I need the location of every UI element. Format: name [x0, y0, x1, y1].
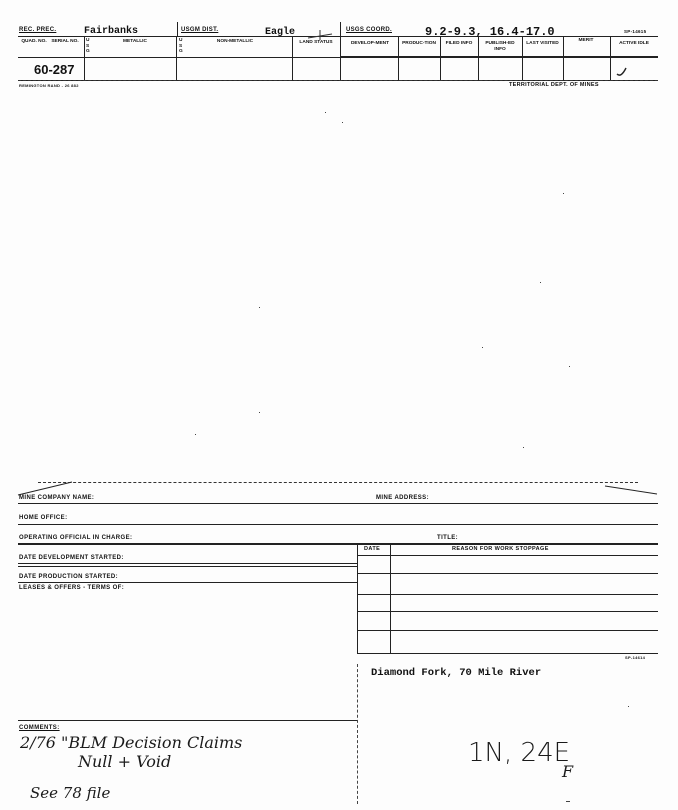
active-idle-label: ACTIVE IDLE: [619, 41, 649, 46]
usgs-dist-value: Eagle: [265, 27, 296, 38]
handwritten-township: 1N, 24E: [468, 738, 571, 768]
reason-col-label: REASON FOR WORK STOPPAGE: [452, 546, 549, 552]
non-metallic-label: NON-METALLIC: [216, 39, 254, 44]
development-label: DEVELOP-MENT: [350, 41, 390, 46]
form-number-bottom: SP-14614: [625, 655, 646, 660]
production-label: PRODUC-TION: [402, 41, 436, 46]
quad-serial-value: 60-287: [34, 62, 75, 77]
handwritten-comment-line-2: Null + Void: [78, 752, 172, 771]
date-development-label: DATE DEVELOPMENT STARTED:: [19, 555, 124, 561]
usgs-coord-label: USGS COORD.: [346, 27, 392, 33]
footer-department: TERRITORIAL DEPT. OF MINES: [509, 82, 599, 88]
land-status-label: LAND STATUS: [299, 40, 333, 45]
mine-company-label: MINE COMPANY NAME:: [19, 495, 95, 501]
handwritten-meridian: F: [562, 762, 574, 781]
rec-prec-value: Fairbanks: [84, 26, 139, 37]
mine-address-label: MINE ADDRESS:: [376, 495, 429, 501]
merit-label: MERIT: [578, 38, 594, 43]
home-office-label: HOME OFFICE:: [19, 515, 68, 521]
location-value: Diamond Fork, 70 Mile River: [371, 667, 542, 679]
quad-no-label: QUAD. NO.: [21, 39, 47, 44]
form-number-top: SP-14615: [624, 29, 647, 34]
comments-label: COMMENTS:: [19, 725, 60, 731]
published-info-label: PUBLISH-ED INFO: [485, 41, 515, 52]
metallic-label: METALLIC: [123, 39, 147, 44]
handwritten-comment-line-1: 2/76 "BLM Decision Claims: [20, 733, 243, 752]
usgs-code-nonmetallic: U S G: [179, 38, 183, 54]
usgs-code-metallic: U S G: [86, 38, 90, 54]
title-label: TITLE:: [437, 535, 459, 541]
date-col-label: DATE: [364, 546, 381, 552]
date-production-label: DATE PRODUCTION STARTED:: [19, 574, 119, 580]
leases-label: LEASES & OFFERS - TERMS OF:: [19, 585, 125, 591]
scribble-mark: [306, 28, 336, 42]
last-visited-label: LAST VISITED: [526, 41, 559, 46]
usgs-coord-value: 9.2-9.3, 16.4-17.0: [425, 25, 555, 39]
handwritten-comment-line-3: See 78 file: [30, 784, 111, 802]
rec-prec-label: REC. PREC.: [19, 27, 57, 33]
check-mark-icon: [615, 66, 629, 78]
corner-stroke-right: [603, 484, 659, 498]
usgs-dist-label: USGM DIST.: [181, 27, 219, 33]
operating-official-label: OPERATING OFFICIAL IN CHARGE:: [19, 535, 133, 541]
filed-info-label: FILED INFO: [445, 41, 473, 46]
footer-printer: REMINGTON RAND - 26 882: [19, 83, 79, 88]
serial-no-label: SERIAL NO.: [51, 39, 79, 44]
